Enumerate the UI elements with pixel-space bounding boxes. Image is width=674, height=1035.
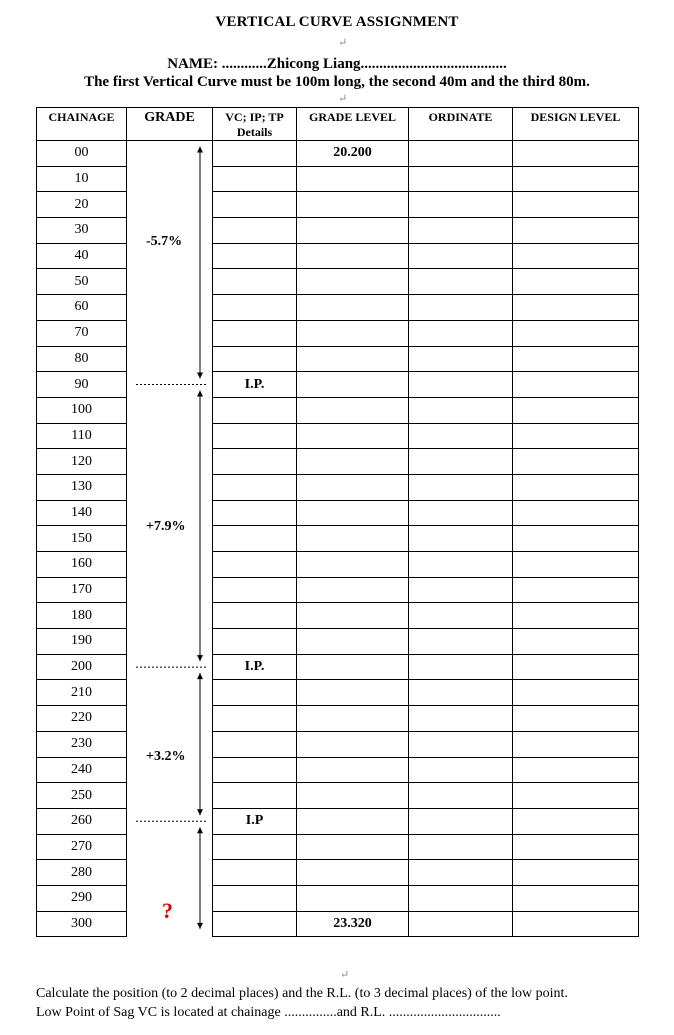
chainage-cell: 60 <box>37 295 127 321</box>
chainage-cell: 150 <box>37 526 127 552</box>
arrow-head <box>197 827 203 833</box>
chainage-cell: 220 <box>37 706 127 732</box>
grade-1-label: -5.7% <box>146 234 183 249</box>
chainage-cell: 100 <box>37 397 127 423</box>
chainage-cell: 90 <box>37 372 127 398</box>
column-header-design-level: DESIGN LEVEL <box>513 108 639 141</box>
paragraph-mark: ↵ <box>340 969 350 981</box>
chainage-cell: 00 <box>37 141 127 167</box>
chainage-cell: 10 <box>37 166 127 192</box>
chainage-cell: 140 <box>37 500 127 526</box>
vc-details-cell[interactable]: I.P. <box>213 372 297 398</box>
chainage-cell: 30 <box>37 218 127 244</box>
grade-level-cell[interactable]: 20.200 <box>297 141 409 167</box>
chainage-cell: 80 <box>37 346 127 372</box>
chainage-cell: 70 <box>37 320 127 346</box>
chainage-cell: 280 <box>37 860 127 886</box>
footer-question: Calculate the position (to 2 decimal places) and the R.L. (to 3 decimal places) of the low point. <box>36 986 568 1001</box>
arrow-head <box>197 655 203 661</box>
grade-2-label: +7.9% <box>146 519 186 534</box>
chainage-cell: 120 <box>37 449 127 475</box>
arrow-head <box>197 923 203 929</box>
chainage-cell: 200 <box>37 654 127 680</box>
column-header-chainage: CHAINAGE <box>37 108 127 141</box>
vc-details-cell[interactable]: I.P. <box>213 654 297 680</box>
unknown-grade-question-mark: ? <box>162 898 173 923</box>
chainage-cell: 290 <box>37 885 127 911</box>
student-name-line: NAME: ............Zhicong Liang....................................... <box>167 56 507 72</box>
arrow-head <box>197 373 203 379</box>
chainage-cell: 20 <box>37 192 127 218</box>
chainage-cell: 160 <box>37 552 127 578</box>
arrow-head <box>197 147 203 153</box>
arrow-head <box>197 673 203 679</box>
column-header-grade: GRADE <box>127 108 213 141</box>
chainage-cell: 210 <box>37 680 127 706</box>
chainage-cell: 170 <box>37 577 127 603</box>
column-header-vc-details: VC; IP; TP Details <box>213 108 297 141</box>
paragraph-mark: ↵ <box>338 93 348 105</box>
chainage-cell: 110 <box>37 423 127 449</box>
chainage-cell: 40 <box>37 243 127 269</box>
chainage-cell: 190 <box>37 629 127 655</box>
column-header-grade-level: GRADE LEVEL <box>297 108 409 141</box>
chainage-cell: 300 <box>37 911 127 937</box>
arrow-head <box>197 809 203 815</box>
chainage-cell: 260 <box>37 808 127 834</box>
chainage-cell: 180 <box>37 603 127 629</box>
instructions: The first Vertical Curve must be 100m long, the second 40m and the third 80m. <box>84 74 590 90</box>
vc-details-cell[interactable]: I.P <box>213 808 297 834</box>
chainage-cell: 230 <box>37 731 127 757</box>
grade-level-cell[interactable]: 23.320 <box>297 911 409 937</box>
footer-answer-line: Low Point of Sag VC is located at chainage ...............and R.L. ................................ <box>36 1005 501 1020</box>
chainage-cell: 240 <box>37 757 127 783</box>
chainage-cell: 50 <box>37 269 127 295</box>
grade-3-label: +3.2% <box>146 749 186 764</box>
chainage-cell: 270 <box>37 834 127 860</box>
arrow-head <box>197 391 203 397</box>
chainage-cell: 130 <box>37 474 127 500</box>
document-title: VERTICAL CURVE ASSIGNMENT <box>215 14 459 30</box>
chainage-cell: 250 <box>37 783 127 809</box>
paragraph-mark: ↵ <box>338 37 348 49</box>
column-header-ordinate: ORDINATE <box>409 108 513 141</box>
